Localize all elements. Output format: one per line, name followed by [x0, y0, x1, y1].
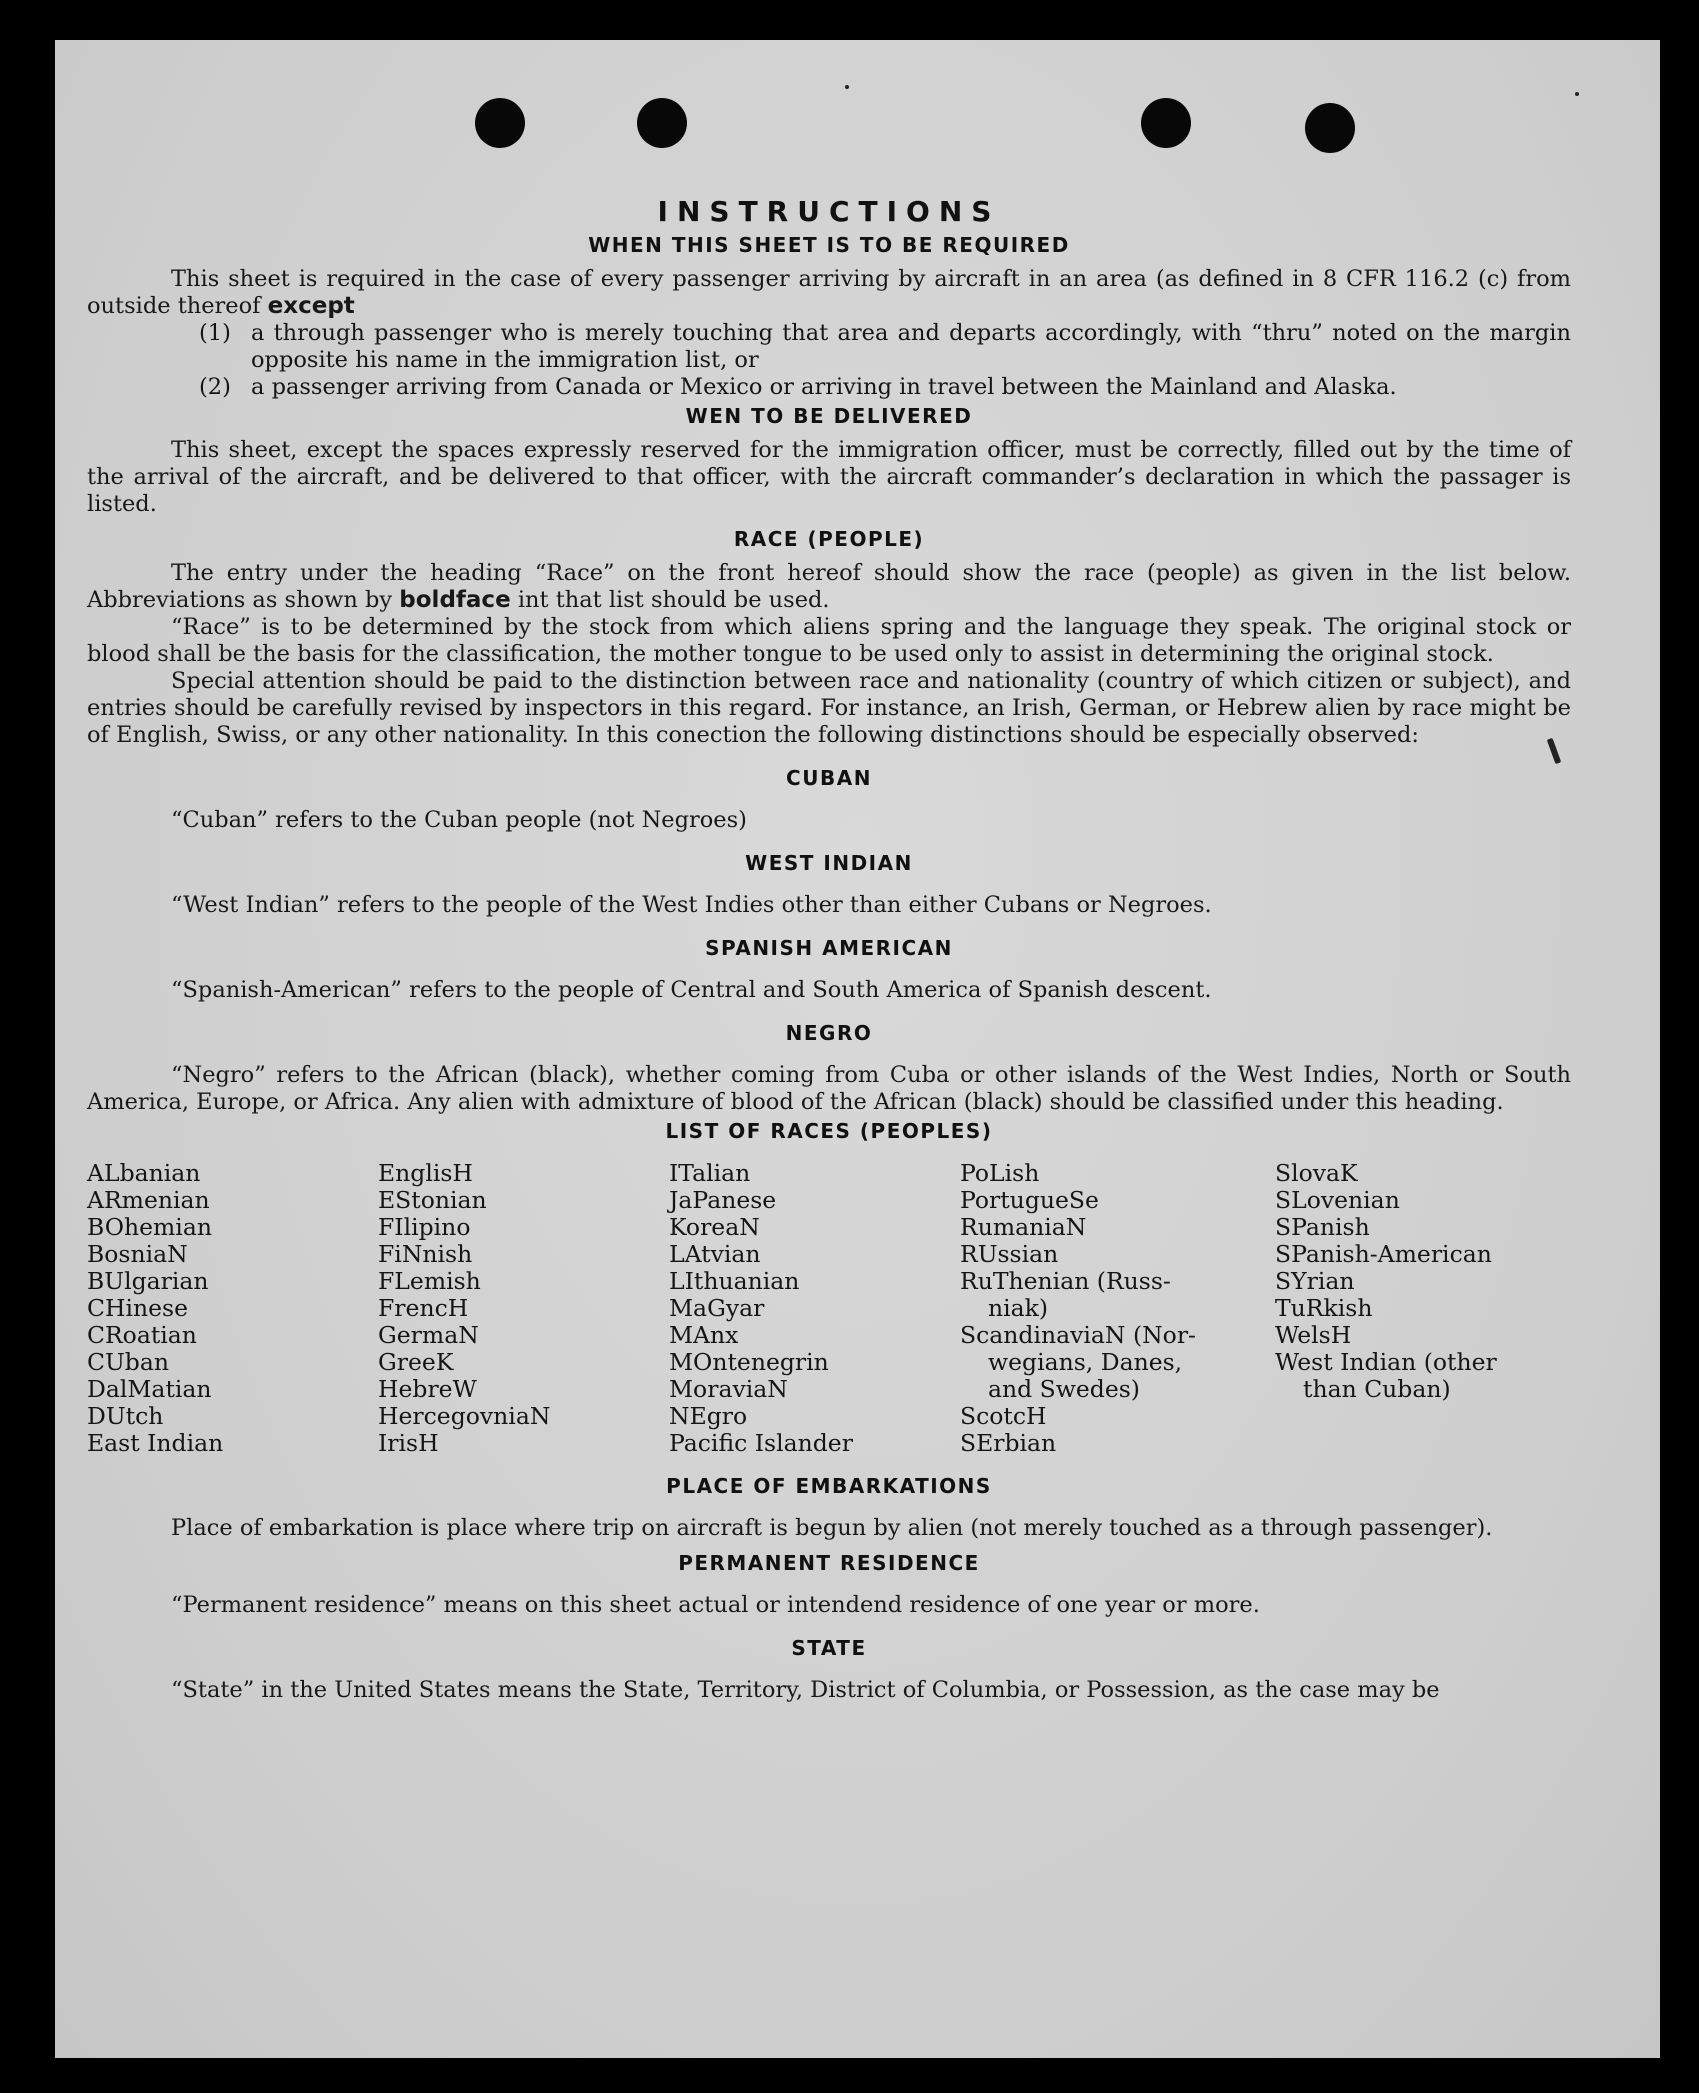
- race-item: ITalian: [669, 1159, 751, 1187]
- heading-state: STATE: [791, 1636, 867, 1660]
- punch-hole: [475, 98, 525, 148]
- race-item: ScandinaviaN (Nor-: [960, 1321, 1196, 1349]
- race-item: ALbanian: [87, 1159, 201, 1187]
- paragraph-race-3: Special attention should be paid to the distinction between race and nationality (country of which citizen or subject), and entries should be carefully revised by inspectors in this regard. For instance, an Irish, German, or Hebrew alien by race might be of English, Swiss, or any other nationality. In this conection the following distinctions should be especially observed:: [87, 668, 1571, 748]
- race-item: EnglisH: [378, 1159, 473, 1187]
- race-item: BUlgarian: [87, 1267, 209, 1295]
- race-item: FrencH: [378, 1294, 469, 1322]
- text-span: The entry under the heading “Race” on the front hereof should show the race (people) as given in the list below. Abbreviations as shown by: [87, 560, 1571, 613]
- race-item: niak): [988, 1294, 1049, 1322]
- race-item: SlovaK: [1275, 1159, 1358, 1187]
- document-title: INSTRUCTIONS: [657, 195, 1001, 228]
- race-column: [87, 1160, 378, 1457]
- race-item: LIthuanian: [669, 1267, 800, 1295]
- race-item: KoreaN: [669, 1213, 760, 1241]
- instructions-content: [87, 194, 1571, 1704]
- document-sheet: [55, 40, 1660, 2058]
- paragraph-spanish-american: “Spanish-American” refers to the people of Central and South America of Spanish descent.: [171, 977, 1212, 1003]
- race-item: PoLish: [960, 1159, 1040, 1187]
- race-item: FLemish: [378, 1267, 481, 1295]
- race-item: SPanish: [1275, 1213, 1370, 1241]
- heading-residence: PERMANENT RESIDENCE: [678, 1551, 980, 1575]
- race-item: and Swedes): [988, 1375, 1140, 1403]
- race-item: EStonian: [378, 1186, 487, 1214]
- race-item: BOhemian: [87, 1213, 212, 1241]
- race-item: SPanish-American: [1275, 1240, 1492, 1268]
- race-item: Pacific Islander: [669, 1429, 853, 1457]
- race-item: FiNnish: [378, 1240, 473, 1268]
- race-column: [378, 1160, 669, 1457]
- list-item: [199, 320, 1571, 374]
- heading-list-of-races: LIST OF RACES (PEOPLES): [665, 1119, 993, 1143]
- race-item: SLovenian: [1275, 1186, 1400, 1214]
- race-column: [960, 1160, 1275, 1457]
- race-item: than Cuban): [1303, 1375, 1451, 1403]
- text-span: int that list should be used.: [517, 587, 830, 613]
- race-item: DUtch: [87, 1402, 164, 1430]
- race-item: GermaN: [378, 1321, 479, 1349]
- race-item: LAtvian: [669, 1240, 761, 1268]
- item-number: (1): [199, 320, 231, 346]
- heading-race: RACE (PEOPLE): [733, 527, 925, 551]
- race-item: CRoatian: [87, 1321, 197, 1349]
- emphasis-boldface: boldface: [399, 587, 511, 613]
- heading-west-indian: WEST INDIAN: [745, 851, 913, 875]
- race-item: wegians, Danes,: [988, 1348, 1183, 1376]
- race-item: SYrian: [1275, 1267, 1355, 1295]
- race-list: [87, 1160, 1571, 1457]
- paragraph-race-2: “Race” is to be determined by the stock from which aliens spring and the language they speak. The original stock or blood shall be the basis for the classification, the mother tongue to be used only to assist in determining the original stock.: [87, 614, 1571, 667]
- race-item: MaGyar: [669, 1294, 765, 1322]
- race-item: ScotcH: [960, 1402, 1047, 1430]
- paragraph-west-indian: “West Indian” refers to the people of the West Indies other than either Cubans or Negroes.: [171, 892, 1212, 918]
- race-item: ARmenian: [87, 1186, 210, 1214]
- heading-embarkation: PLACE OF EMBARKATIONS: [666, 1474, 992, 1498]
- heading-when-required: WHEN THIS SHEET IS TO BE REQUIRED: [588, 233, 1070, 257]
- race-item: RuThenian (Russ-: [960, 1267, 1171, 1295]
- item-text: a passenger arriving from Canada or Mexico or arriving in travel between the Mainland and Alaska.: [251, 374, 1397, 400]
- text-span: This sheet is required in the case of every passenger arriving by aircraft in an area (as defined in 8 CFR 116.2 (c) from outside thereof: [87, 266, 1571, 319]
- race-item: FIlipino: [378, 1213, 471, 1241]
- race-item: HebreW: [378, 1375, 477, 1403]
- race-item: WelsH: [1275, 1321, 1352, 1349]
- punch-hole: [1141, 98, 1191, 148]
- paragraph-cuban: “Cuban” refers to the Cuban people (not Negroes): [171, 807, 747, 833]
- paragraph-embarkation: Place of embarkation is place where trip on aircraft is begun by alien (not merely touched as a through passenger).: [171, 1515, 1493, 1541]
- heading-cuban: CUBAN: [786, 766, 872, 790]
- item-text: a through passenger who is merely touching that area and departs accordingly, with “thru” noted on the margin opposite his name in the immigration list, or: [251, 320, 1571, 373]
- race-item: TuRkish: [1275, 1294, 1373, 1322]
- item-number: (2): [199, 374, 231, 400]
- heading-negro: NEGRO: [785, 1021, 873, 1045]
- race-item: CUban: [87, 1348, 169, 1376]
- paragraph-when-delivered: This sheet, except the spaces expressly reserved for the immigration officer, must be correctly, filled out by the time of the arrival of the aircraft, and be delivered to that officer, with the aircraft commander’s declaration in which the passager is listed.: [87, 437, 1571, 517]
- race-item: PortugueSe: [960, 1186, 1099, 1214]
- race-item: IrisH: [378, 1429, 439, 1457]
- race-item: HercegovniaN: [378, 1402, 551, 1430]
- heading-spanish-american: SPANISH AMERICAN: [705, 936, 953, 960]
- paragraph-state: “State” in the United States means the State, Territory, District of Columbia, or Possession, as the case may be: [171, 1677, 1440, 1703]
- speck: [845, 85, 849, 89]
- paragraph-when-required: [87, 266, 1571, 320]
- race-item: GreeK: [378, 1348, 454, 1376]
- punch-hole: [1305, 103, 1355, 153]
- race-column: [1275, 1160, 1571, 1457]
- speck: [1575, 92, 1579, 96]
- race-item: MoraviaN: [669, 1375, 788, 1403]
- race-item: RUssian: [960, 1240, 1059, 1268]
- race-item: West Indian (other: [1275, 1348, 1497, 1376]
- paragraph-race-1: [87, 560, 1571, 614]
- punch-hole: [637, 98, 687, 148]
- race-item: DalMatian: [87, 1375, 212, 1403]
- list-item: [199, 374, 1571, 401]
- race-item: SErbian: [960, 1429, 1057, 1457]
- race-item: MOntenegrin: [669, 1348, 829, 1376]
- race-item: East Indian: [87, 1429, 224, 1457]
- race-item: RumaniaN: [960, 1213, 1087, 1241]
- race-item: MAnx: [669, 1321, 739, 1349]
- paragraph-negro: “Negro” refers to the African (black), whether coming from Cuba or other islands of the West Indies, North or South America, Europe, or Africa. Any alien with admixture of blood of the African (black) should be classified under this heading.: [87, 1062, 1571, 1115]
- race-item: JaPanese: [669, 1186, 777, 1214]
- race-item: NEgro: [669, 1402, 748, 1430]
- race-item: BosniaN: [87, 1240, 188, 1268]
- race-column: [669, 1160, 960, 1457]
- heading-when-delivered: WEN TO BE DELIVERED: [685, 404, 973, 428]
- paragraph-residence: “Permanent residence” means on this sheet actual or intendend residence of one year or more.: [171, 1592, 1260, 1618]
- emphasis-except: except: [267, 293, 355, 319]
- race-item: CHinese: [87, 1294, 188, 1322]
